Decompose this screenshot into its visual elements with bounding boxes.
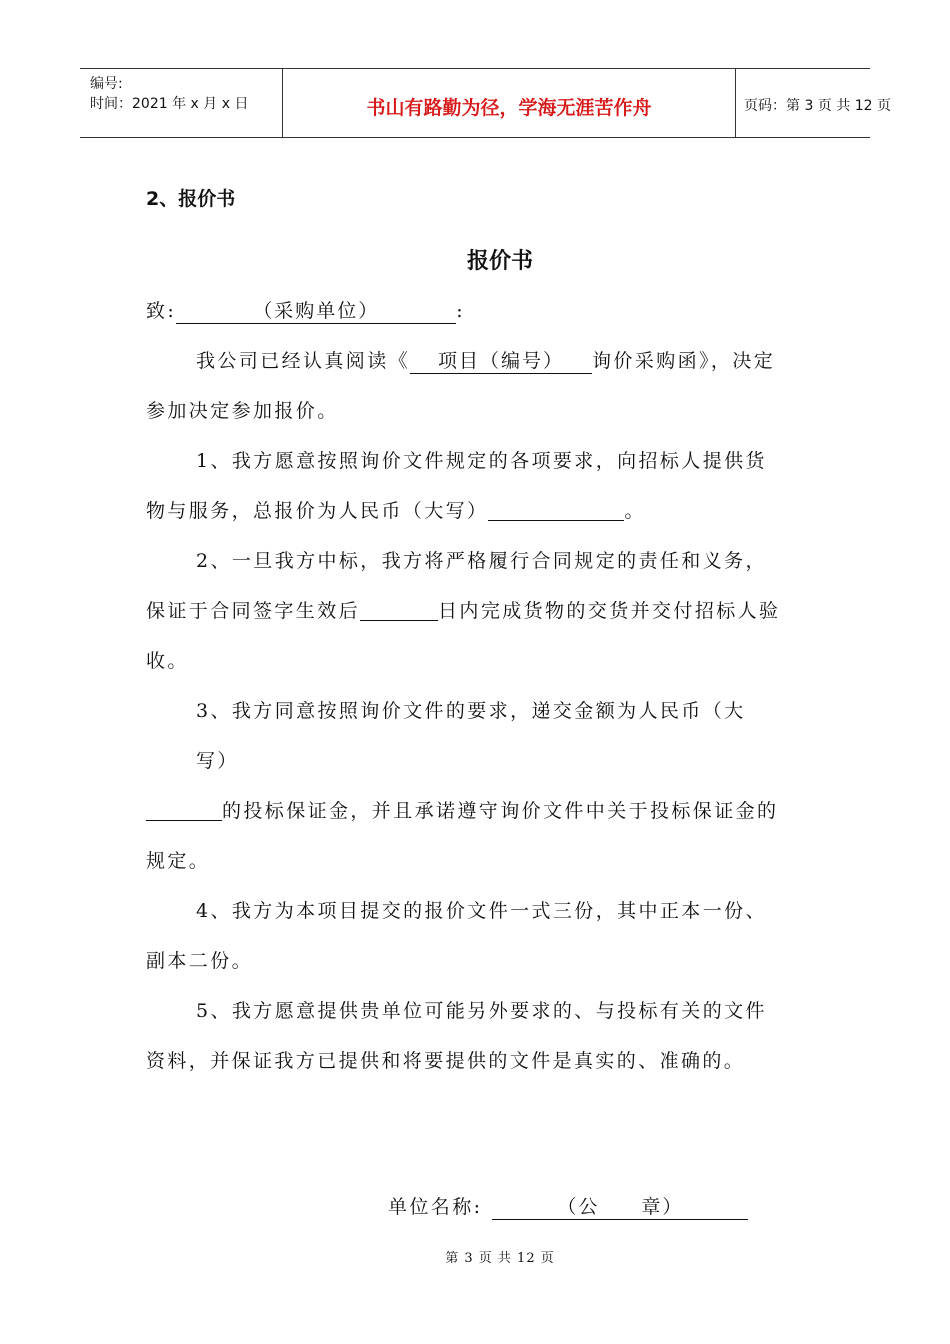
item1-end: 。 bbox=[624, 500, 646, 522]
item1-line-1: 1、我方愿意按照询价文件规定的各项要求，向招标人提供货 bbox=[196, 450, 767, 472]
item3-line-3 bbox=[146, 796, 778, 823]
item3-line-4: 规定。 bbox=[146, 850, 211, 872]
section-heading: 2、报价书 bbox=[146, 188, 236, 210]
deposit-blank bbox=[146, 802, 222, 821]
addressee-blank: （采购单位） bbox=[176, 296, 456, 324]
item3-line-1: 3、我方同意按照询价文件的要求，递交金额为人民币（大 bbox=[196, 700, 746, 722]
header-page-cell bbox=[736, 69, 891, 137]
document-date-label: 时间：2021 年 x 月 x 日 bbox=[90, 96, 249, 112]
item5-line-2: 资料，并保证我方已提供和将要提供的文件是真实的、准确的。 bbox=[146, 1050, 746, 1072]
item2-suffix: 日内完成货物的交货并交付招标人验 bbox=[438, 600, 781, 622]
intro-line-2: 参加决定参加报价。 bbox=[146, 400, 339, 422]
item2-line-1: 2、一旦我方中标，我方将严格履行合同规定的责任和义务， bbox=[196, 550, 767, 572]
signature-blank: （公 章） bbox=[492, 1192, 748, 1220]
project-blank: 项目（编号） bbox=[410, 346, 592, 374]
item5-line-1: 5、我方愿意提供贵单位可能另外要求的、与投标有关的文件 bbox=[196, 1000, 767, 1022]
item3-line-2: 写） bbox=[196, 750, 239, 772]
header-page-info: 页码：第 3 页 共 12 页 bbox=[744, 98, 891, 114]
header-motto-cell bbox=[282, 69, 736, 137]
signature-line bbox=[388, 1192, 748, 1220]
item1-text: 物与服务，总报价为人民币（大写） bbox=[146, 500, 489, 522]
item4-line-2: 副本二份。 bbox=[146, 950, 254, 972]
addressee-prefix: 致: bbox=[146, 300, 177, 322]
item1-line-2 bbox=[146, 496, 646, 523]
item3-suffix: 的投标保证金，并且承诺遵守询价文件中关于投标保证金的 bbox=[222, 800, 779, 822]
signature-label: 单位名称: bbox=[388, 1196, 483, 1218]
document-number-label: 编号: bbox=[90, 76, 123, 92]
delivery-days-blank bbox=[360, 602, 438, 621]
header-left-cell bbox=[80, 69, 282, 137]
item2-line-3: 收。 bbox=[146, 650, 189, 672]
document-title: 报价书 bbox=[466, 249, 533, 274]
intro-line-1 bbox=[196, 346, 775, 374]
header-motto: 书山有路勤为径，学海无涯苦作舟 bbox=[366, 97, 652, 119]
addressee-line bbox=[146, 296, 465, 324]
addressee-suffix: : bbox=[456, 300, 466, 322]
intro-prefix: 我公司已经认真阅读《 bbox=[196, 350, 411, 372]
intro-suffix: 询价采购函》，决定 bbox=[592, 350, 776, 372]
page-footer: 第 3 页 共 12 页 bbox=[445, 1251, 555, 1266]
total-price-blank bbox=[488, 502, 624, 521]
item4-line-1: 4、我方为本项目提交的报价文件一式三份，其中正本一份、 bbox=[196, 900, 767, 922]
item2-line-2 bbox=[146, 596, 780, 623]
item2-prefix: 保证于合同签字生效后 bbox=[146, 600, 361, 622]
page-header bbox=[80, 68, 891, 138]
